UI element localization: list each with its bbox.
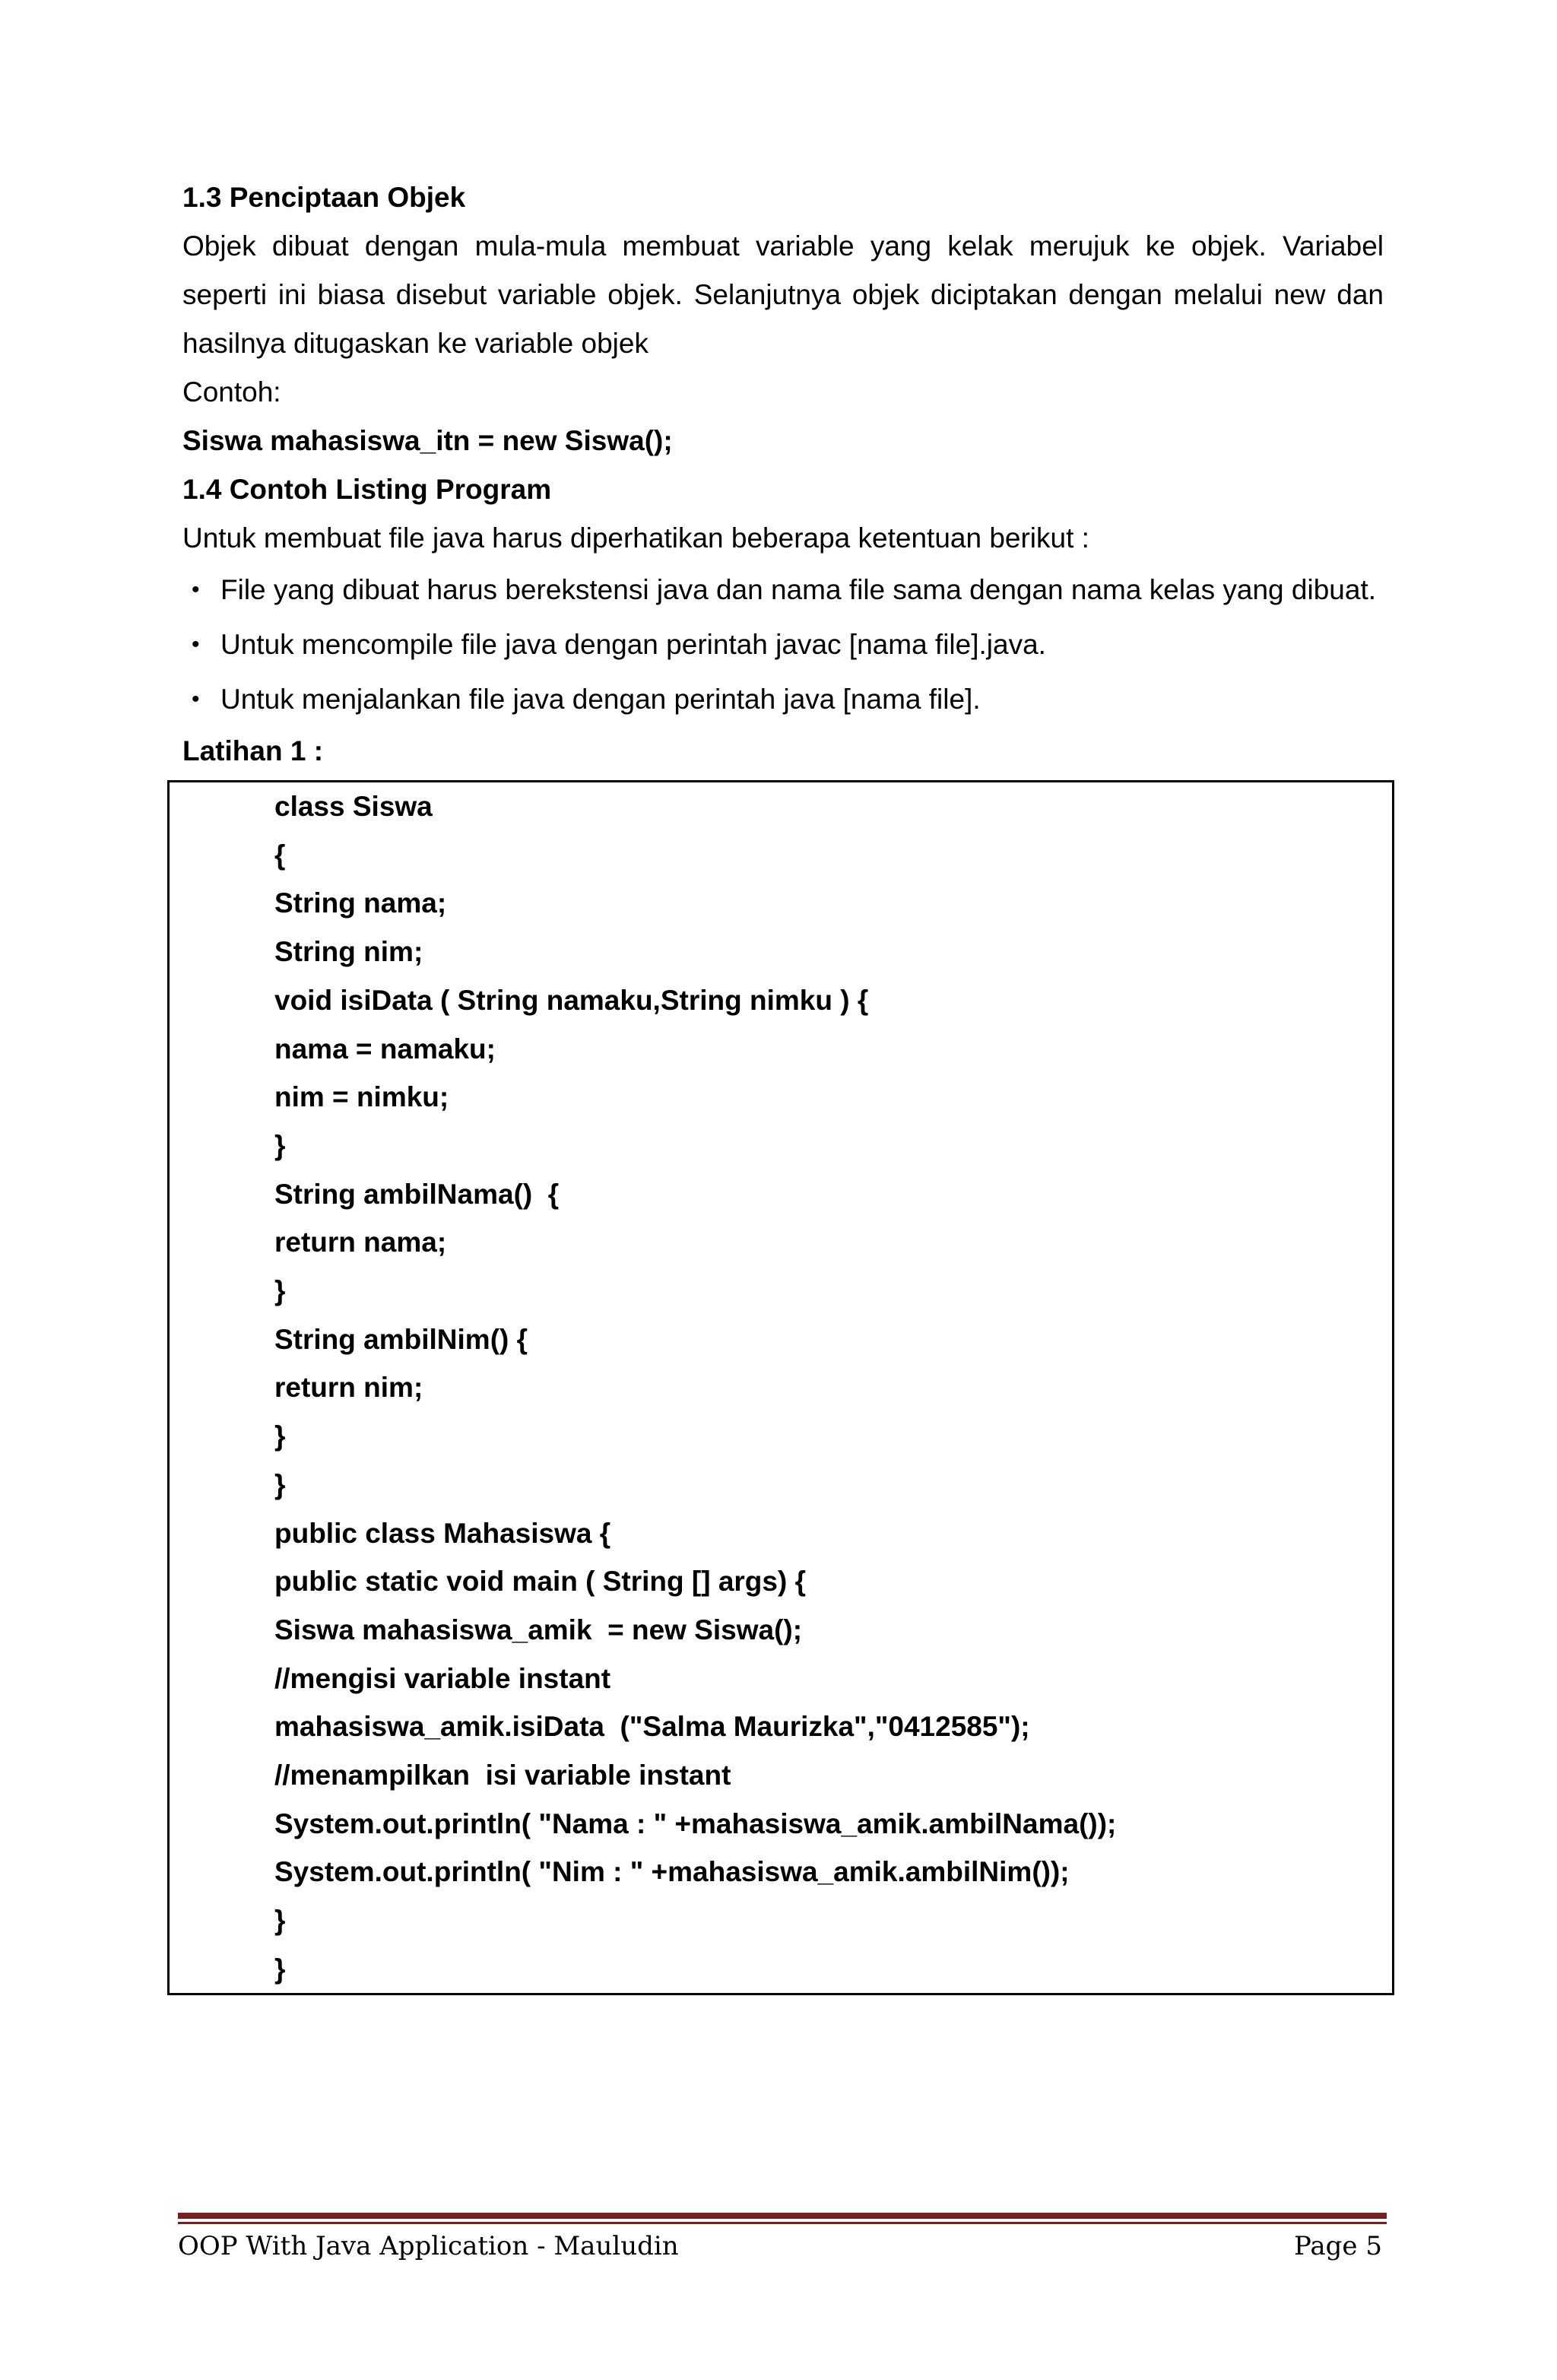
code-line: String nim; xyxy=(274,936,423,968)
code-line: String ambilNama() { xyxy=(274,1178,560,1210)
section-1-3-paragraph: Objek dibuat dengan mula-mula membuat variable yang kelak merujuk ke objek. Variabel seperti ini biasa disebut variable objek. Selanjutnya objek diciptakan dengan melalui new dan hasilnya ditugaskan ke variable objek xyxy=(182,230,1384,359)
page-number: Page 5 xyxy=(1294,2231,1382,2261)
code-line: public static void main ( String [] args) { xyxy=(274,1566,806,1598)
code-line: } xyxy=(274,1420,286,1452)
section-1-3-heading: 1.3 Penciptaan Objek xyxy=(182,182,466,213)
list-item xyxy=(182,563,1384,617)
footer-title: OOP With Java Application - Mauludin xyxy=(178,2231,679,2261)
code-listing-box xyxy=(167,780,1394,1995)
example-label: Contoh: xyxy=(182,376,281,408)
list-item xyxy=(182,672,1384,727)
code-line: System.out.println( "Nim : " +mahasiswa_amik.ambilNim()); xyxy=(274,1856,1070,1888)
example-code: Siswa mahasiswa_itn = new Siswa(); xyxy=(182,425,673,456)
code-line: } xyxy=(274,1468,286,1500)
list-item-text: File yang dibuat harus berekstensi java dan nama file sama dengan nama kelas yang dibuat. xyxy=(220,574,1376,605)
bullet-icon: • xyxy=(192,632,200,657)
footer-divider xyxy=(178,2222,1387,2224)
code-line: String nama; xyxy=(274,887,447,919)
code-line: //mengisi variable instant xyxy=(274,1662,611,1694)
page-footer xyxy=(178,2225,1382,2267)
code-line: } xyxy=(274,1905,286,1937)
exercise-label: Latihan 1 : xyxy=(182,735,324,766)
footer-divider xyxy=(178,2213,1387,2219)
code-line: class Siswa xyxy=(274,791,433,822)
code-line: nama = namaku; xyxy=(274,1033,496,1065)
code-line: } xyxy=(274,1953,286,1985)
list-item-text: Untuk mencompile file java dengan perintah javac [nama file].java. xyxy=(220,629,1046,660)
code-listing xyxy=(274,782,1116,1994)
code-line: Siswa mahasiswa_amik = new Siswa(); xyxy=(274,1614,803,1645)
code-line: nim = nimku; xyxy=(274,1081,449,1113)
code-line: //menampilkan isi variable instant xyxy=(274,1760,731,1791)
section-1-4-intro: Untuk membuat file java harus diperhatikan beberapa ketentuan berikut : xyxy=(182,522,1089,554)
section-1-4-heading: 1.4 Contoh Listing Program xyxy=(182,474,552,505)
list-item xyxy=(182,617,1384,672)
requirements-list xyxy=(182,563,1384,727)
code-line: } xyxy=(274,1275,286,1307)
code-line: String ambilNim() { xyxy=(274,1323,528,1355)
bullet-icon: • xyxy=(192,687,200,712)
code-line: { xyxy=(274,839,286,871)
code-line: public class Mahasiswa { xyxy=(274,1517,611,1549)
code-line: System.out.println( "Nama : " +mahasiswa_amik.ambilNama()); xyxy=(274,1807,1117,1839)
code-line: } xyxy=(274,1129,286,1161)
code-line: void isiData ( String namaku,String nimku ) { xyxy=(274,984,869,1016)
code-line: return nim; xyxy=(274,1372,423,1404)
code-line: return nama; xyxy=(274,1226,447,1258)
list-item-text: Untuk menjalankan file java dengan perintah java [nama file]. xyxy=(220,684,981,715)
code-line: mahasiswa_amik.isiData ("Salma Maurizka","0412585"); xyxy=(274,1711,1030,1743)
bullet-icon: • xyxy=(192,577,200,602)
page-content xyxy=(182,173,1384,776)
